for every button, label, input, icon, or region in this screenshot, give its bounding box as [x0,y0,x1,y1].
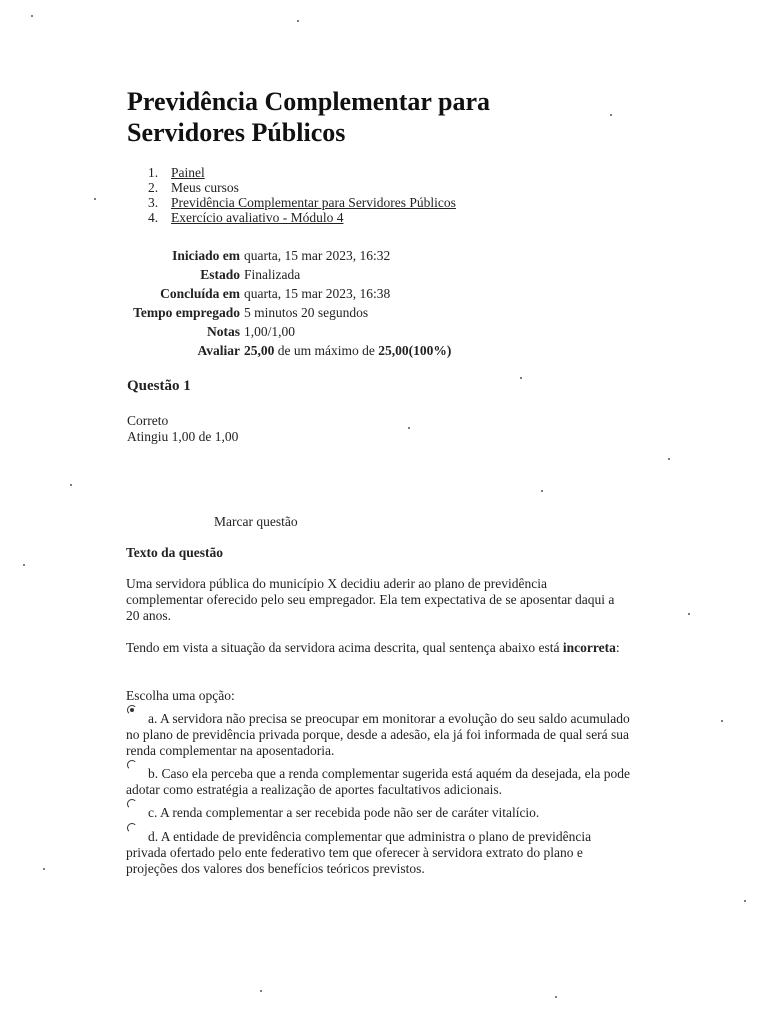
state-value: Finalizada [244,266,301,282]
marks-value: 1,00/1,00 [244,323,296,339]
page-title-line2: Servidores Públicos [127,118,346,147]
answer-option-c[interactable] [126,805,631,821]
page-title-line1: Previdência Complementar para [127,87,490,116]
question-paragraph-1: Uma servidora pública do município X decidiu aderir ao plano de previdência complementar oferecido pelo seu empregador. Ela tem expectativa de se aposentar daqui a 20 anos. [126,576,615,623]
question-score: Atingiu 1,00 de 1,00 [127,429,239,444]
breadcrumb-item [148,210,456,225]
started-label: Iniciado em [172,247,240,263]
marks-label: Notas [207,323,240,339]
answer-text-a: a. A servidora não precisa se preocupar em monitorar a evolução do seu saldo acumulado no plano de previdência privada porque, desde a adesão, ela já foi informada de qual será sua renda complementar na aposentadoria. [126,711,630,758]
breadcrumb-link-quiz[interactable]: Exercício avaliativo - Módulo 4 [171,210,344,225]
choose-option-label: Escolha uma opção: [126,688,235,703]
breadcrumb-label-meus-cursos: Meus cursos [171,180,239,195]
breadcrumb-number: 3. [148,195,159,210]
grade-max: 25,00(100%) [378,342,452,358]
answer-option-d[interactable] [126,829,631,877]
radio-button-c[interactable] [127,799,137,809]
breadcrumb-link-course[interactable]: Previdência Complementar para Servidores Públicos [171,195,456,210]
question-paragraph-2 [126,640,626,656]
grade-mid-text: de um máximo de [274,342,379,358]
question-title: Questão 1 [127,378,191,394]
radio-button-b[interactable] [127,760,137,770]
summary-row-started [124,246,451,265]
completed-label: Concluída em [160,285,240,301]
summary-row-state [124,265,451,284]
question-text-heading: Texto da questão [126,545,224,560]
summary-row-marks [124,322,451,341]
answer-text-b: b. Caso ela perceba que a renda complementar sugerida está aquém da desejada, ela pode adotar como estratégia a realização de aportes facultativos adicionais. [126,766,631,797]
time-value: 5 minutos 20 segundos [244,304,369,320]
page-title [127,86,647,148]
grade-value [244,341,451,360]
breadcrumb-item [148,180,456,195]
radio-button-a[interactable] [127,705,137,715]
question-status: Correto [127,413,169,428]
grade-score: 25,00 [244,342,275,358]
breadcrumb-number: 2. [148,180,159,195]
summary-row-grade [124,341,451,360]
breadcrumb-link-painel[interactable]: Painel [171,165,205,180]
started-value: quarta, 15 mar 2023, 16:32 [244,247,391,263]
breadcrumb-item [148,195,456,210]
breadcrumb-number: 1. [148,165,159,180]
question-info [127,413,238,445]
flag-question-link[interactable]: Marcar questão [214,514,298,529]
paragraph-2-text: Tendo em vista a situação da servidora acima descrita, qual sentença abaixo está [126,640,563,655]
paragraph-2-emphasis: incorreta [562,640,616,655]
time-label: Tempo empregado [133,304,240,320]
breadcrumb-number: 4. [148,210,159,225]
grade-label: Avaliar [197,342,240,358]
completed-value: quarta, 15 mar 2023, 16:38 [244,285,391,301]
breadcrumb [148,165,456,225]
summary-row-completed [124,284,451,303]
state-label: Estado [200,266,240,282]
answer-option-b[interactable] [126,766,631,798]
paragraph-2-end: : [615,640,620,655]
breadcrumb-item [148,165,456,180]
answer-text-c: c. A renda complementar a ser recebida pode não ser de caráter vitalício. [148,805,540,820]
attempt-summary-table [124,246,451,360]
summary-row-time [124,303,451,322]
answer-text-d: d. A entidade de previdência complementar que administra o plano de previdência privada ofertado pelo ente federativo tem que oferecer à servidora extrato do plano e projeções dos valores dos benefícios teóricos previstos. [126,829,592,876]
answer-option-a[interactable] [126,711,631,759]
radio-button-d[interactable] [127,823,137,833]
